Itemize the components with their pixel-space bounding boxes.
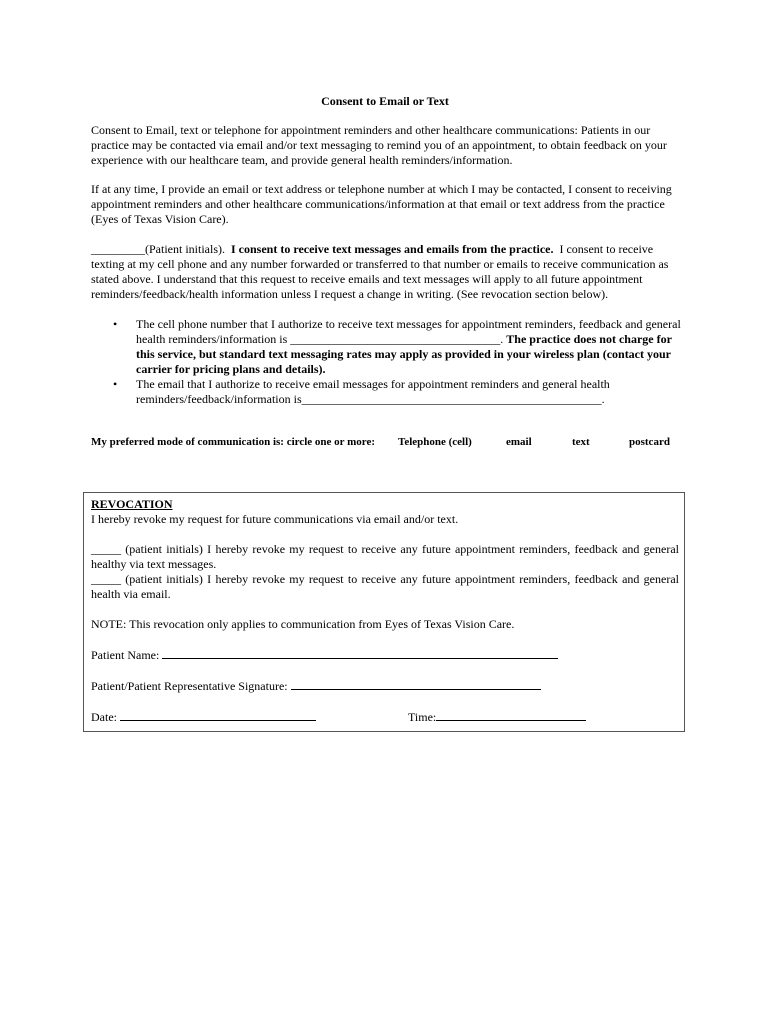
- email-period: .: [601, 392, 605, 406]
- patient-name-label: Patient Name:: [91, 648, 160, 662]
- revoke-email-line[interactable]: _____ (patient initials) I hereby revoke my request to receive any future appointment reminders, feedback and general health via email.: [91, 572, 679, 601]
- option-email[interactable]: email: [506, 436, 532, 448]
- time-label: Time:: [408, 710, 437, 724]
- rates-notice: The practice does not charge for this service, but standard text messaging rates may apply as provided in your wireless plan (contact your carrier for pricing plans and details).: [136, 332, 672, 376]
- signature-label: Patient/Patient Representative Signature:: [91, 679, 288, 693]
- revocation-heading: REVOCATION: [91, 497, 173, 511]
- cell-period: .: [500, 332, 504, 346]
- email-item: [91, 377, 681, 407]
- patient-name-field[interactable]: [162, 647, 558, 659]
- bullet-icon: •: [113, 317, 118, 331]
- authorization-list: [91, 317, 681, 407]
- option-postcard[interactable]: postcard: [629, 436, 670, 448]
- revoke-text-line[interactable]: _____ (patient initials) I hereby revoke my request to receive any future appointment reminders, feedback and general healthy via text messages.: [91, 542, 679, 571]
- patient-initials-label: (Patient initials).: [145, 242, 225, 256]
- preferred-mode-label: My preferred mode of communication is: circle one or more:: [91, 436, 375, 448]
- intro-paragraph: Consent to Email, text or telephone for appointment reminders and other healthcare communications: Patients in our practice may be contacted via email and/or text messaging to remind you of an appointment, to obtain feedback on your experience with our healthcare team, and provide general health reminders/information.: [91, 123, 667, 167]
- option-telephone[interactable]: Telephone (cell): [398, 436, 472, 448]
- patient-initials-blank[interactable]: _________: [91, 242, 145, 256]
- time-group: [408, 709, 586, 725]
- consent-statement: I consent to receive text messages and emails from the practice.: [231, 242, 554, 256]
- option-text[interactable]: text: [572, 436, 590, 448]
- revocation-box: [83, 492, 685, 732]
- patient-name-row: [91, 647, 679, 663]
- cell-phone-field[interactable]: ___________________________________: [290, 332, 501, 346]
- revocation-intro: I hereby revoke my request for future communications via email and/or text.: [91, 512, 459, 526]
- bullet-icon: •: [113, 377, 118, 391]
- date-time-row: [91, 709, 679, 725]
- consent-paragraph: If at any time, I provide an email or text address or telephone number at which I may be contacted, I consent to receiving appointment reminders and other healthcare communications/information at that email or text address from the practice (Eyes of Texas Vision Care).: [91, 182, 672, 226]
- time-field[interactable]: [436, 709, 586, 721]
- initials-consent-paragraph: [91, 242, 681, 302]
- consent-details: I consent to receive texting at my cell phone and any number forwarded or transferred to that number or emails to receive communication as stated above. I understand that this request to receive emails and text messages will apply to all future appointment reminders/feedback/health information unless I request a change in writing. (See revocation section below).: [91, 242, 669, 301]
- cell-phone-text: The cell phone number that I authorize to receive text messages for appointment reminders, feedback and general health reminders/information is: [136, 317, 681, 346]
- signature-row: [91, 678, 679, 694]
- date-field[interactable]: [120, 709, 316, 721]
- email-text: The email that I authorize to receive email messages for appointment reminders and general health reminders/feedback/information is: [136, 377, 610, 406]
- signature-field[interactable]: [291, 678, 541, 690]
- page-title: Consent to Email or Text: [321, 94, 449, 108]
- email-field[interactable]: __________________________________________________: [301, 392, 602, 406]
- revocation-note: NOTE: This revocation only applies to communication from Eyes of Texas Vision Care.: [91, 617, 515, 631]
- date-label: Date:: [91, 710, 117, 724]
- cell-phone-item: [91, 317, 681, 377]
